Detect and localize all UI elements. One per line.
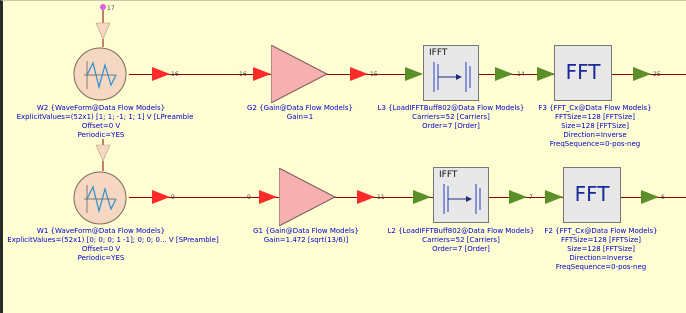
gain-value: Gain=1.472 [sqrt(13/6)]: [263, 236, 349, 244]
source-periodic: Periodic=YES: [77, 131, 125, 139]
fft-fftsize: FFTSize=128 [FFTSize]: [560, 236, 642, 244]
waveform-source-icon[interactable]: [71, 45, 131, 105]
fft-block[interactable]: [563, 167, 621, 223]
arrow-icon: [633, 67, 651, 82]
source-offset: Offset=0 V: [81, 122, 121, 130]
fft-fftsize: FFTSize=128 [FFTSize]: [554, 113, 636, 121]
arrow-icon: [545, 190, 563, 205]
pin-label: 11: [377, 194, 385, 201]
arrow-icon: [537, 67, 555, 82]
gain-icon[interactable]: [271, 45, 329, 103]
fft-name: F3 {FFT_Cx@Data Flow Models}: [538, 104, 652, 112]
fft-freq-sequence: FreqSequence=0-pos-neg: [555, 263, 647, 271]
arrow-icon: [413, 190, 431, 205]
gain-name: G1 {Gain@Data Flow Models}: [253, 227, 359, 235]
pin-label: 16: [171, 71, 179, 78]
arrow-icon: [152, 190, 170, 205]
pin-label: 14: [517, 71, 525, 78]
ifft-block[interactable]: [433, 167, 489, 223]
ifft-name: L3 {LoadIFFTBuff802@Data Flow Models}: [377, 104, 525, 112]
pin-label: 25: [653, 71, 661, 78]
gain-value: Gain=1: [286, 113, 314, 121]
source-name: W1 {WaveForm@Data Flow Models}: [36, 227, 166, 235]
source-explicit-values: ExplicitValues=(52x1) [1; 1; -1; 1; 1] V [LPreamble: [16, 113, 194, 121]
ifft-block-title: IFFT: [439, 170, 458, 180]
arrow-icon: [253, 67, 271, 82]
arrow-icon: [357, 190, 375, 205]
ifft-order: Order=7 [Order]: [432, 245, 490, 253]
pin-label: 9: [171, 194, 175, 201]
fft-direction: Direction=Inverse: [563, 131, 627, 139]
fft-block[interactable]: [554, 45, 612, 101]
arrow-icon: [641, 190, 659, 205]
arrow-icon: [259, 190, 277, 205]
arrow-icon: [350, 67, 368, 82]
ifft-carriers: Carriers=52 [Carriers]: [412, 113, 490, 121]
ifft-buffer-icon: [428, 60, 476, 96]
ifft-buffer-icon: [438, 182, 486, 218]
fft-name: F2 {FFT_Cx@Data Flow Models}: [544, 227, 658, 235]
fft-direction: Direction=Inverse: [569, 254, 633, 262]
source-offset: Offset=0 V: [81, 245, 121, 253]
fft-block-title: FFT: [574, 182, 610, 206]
ifft-order: Order=7 [Order]: [422, 122, 480, 130]
fft-block-title: FFT: [565, 60, 601, 84]
arrow-icon: [405, 67, 423, 82]
fft-size: Size=128 [FFTSize]: [561, 122, 629, 130]
arrow-icon: [495, 67, 513, 82]
source-name: W2 {WaveForm@Data Flow Models}: [36, 104, 166, 112]
fft-freq-sequence: FreqSequence=0-pos-neg: [549, 140, 641, 148]
ifft-block[interactable]: [423, 45, 479, 101]
pin-label: 9: [247, 194, 251, 201]
ifft-block-title: IFFT: [429, 48, 448, 58]
fft-size: Size=128 [FFTSize]: [567, 245, 635, 253]
arrow-icon: [509, 190, 527, 205]
pin-label: 16: [239, 71, 247, 78]
pin-label: 17: [107, 5, 115, 12]
source-explicit-values: ExplicitValues=(52x1) [0; 0; 0; 1 -1]; 0; 0; 0... V [SPreamble]: [7, 236, 219, 244]
arrow-icon: [152, 67, 170, 82]
pin-label: 7: [529, 194, 533, 201]
waveform-source-icon[interactable]: [71, 169, 131, 229]
gain-icon[interactable]: [279, 168, 337, 226]
pin-label: 6: [661, 194, 665, 201]
source-periodic: Periodic=YES: [77, 254, 125, 262]
bottom-node-connector: [91, 139, 115, 171]
pin-label: 15: [370, 71, 378, 78]
ifft-name: L2 {LoadIFFTBuff802@Data Flow Models}: [387, 227, 535, 235]
ifft-carriers: Carriers=52 [Carriers]: [422, 236, 500, 244]
gain-name: G2 {Gain@Data Flow Models}: [247, 104, 353, 112]
